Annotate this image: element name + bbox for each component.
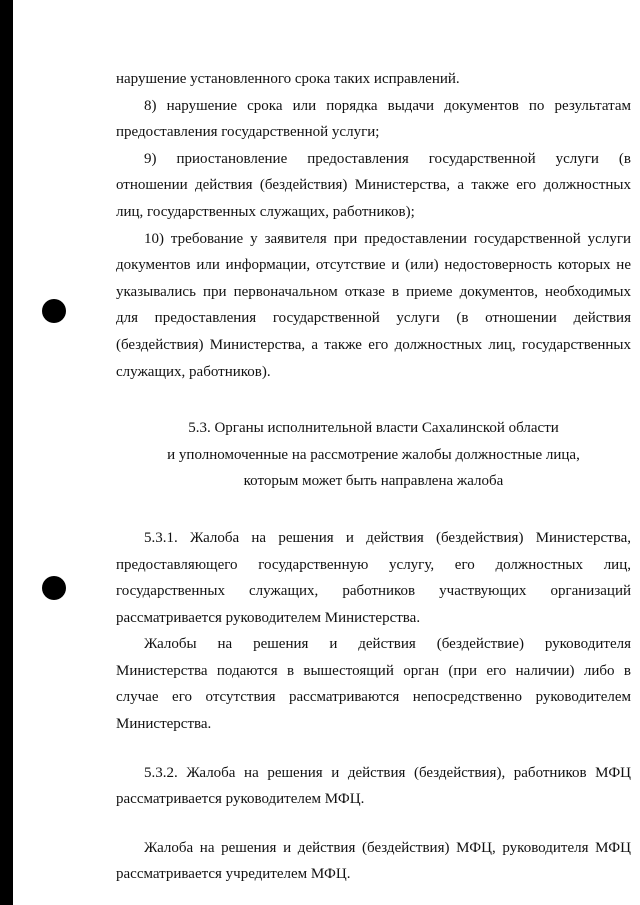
item7-tail [116, 66, 631, 93]
text-line: 5.3.2. Жалоба на решения и действия (бездействия), работников МФЦ [144, 764, 631, 781]
text-line: предоставления государственной услуги; [116, 124, 380, 141]
text-line: Жалобы на решения и действия (бездействие) руководителя [144, 636, 631, 653]
spacer [116, 813, 631, 835]
heading-line: 5.3. Органы исполнительной власти Сахалинской области [188, 420, 559, 437]
text-line: государственных служащих, работников участвующих организаций [116, 583, 631, 600]
item-9 [116, 146, 631, 226]
text-line: Министерства подаются в вышестоящий орган (при его наличии) либо в [116, 662, 631, 679]
text-line: случае его отсутствия рассматриваются непосредственно руководителем [116, 689, 631, 706]
document-page [116, 66, 631, 888]
scan-left-edge [0, 0, 13, 905]
text-line: рассматривается руководителем Министерства. [116, 609, 421, 626]
text-line: лиц, государственных служащих, работников); [116, 203, 415, 220]
text-line: 10) требование у заявителя при предоставлении государственной услуги [144, 230, 631, 247]
text-line: 5.3.1. Жалоба на решения и действия (бездействия) Министерства, [144, 529, 631, 546]
spacer [116, 385, 631, 415]
text-line: указывались при первоначальном отказе в приеме документов, необходимых [116, 283, 631, 300]
text-line: рассматривается учредителем МФЦ. [116, 866, 351, 883]
text-line: 9) приостановление предоставления государственной услуги (в [144, 150, 631, 167]
text-line: для предоставления государственной услуги (в отношении действия [116, 310, 631, 327]
punch-hole-top [42, 299, 66, 323]
item-8 [116, 93, 631, 146]
heading-line: которым может быть направлена жалоба [243, 473, 504, 490]
text-line: Министерства. [116, 716, 212, 733]
text-line: нарушение установленного срока таких исправлений. [116, 71, 460, 87]
heading-line: и уполномоченные на рассмотрение жалобы должностные лица, [167, 446, 580, 463]
paragraph-5-3-1 [116, 525, 631, 631]
paragraph-mfc-complaints [116, 835, 631, 888]
text-line: Жалоба на решения и действия (бездействия) МФЦ, руководителя МФЦ [144, 839, 631, 856]
text-line: (бездействия) Министерства, а также его должностных лиц, государственных [116, 336, 631, 353]
spacer [116, 495, 631, 525]
text-line: отношении действия (бездействия) Министерства, а также его должностных [116, 177, 631, 194]
section-heading-5-3 [116, 415, 631, 495]
punch-hole-bottom [42, 576, 66, 600]
text-line: документов или информации, отсутствие и (или) недостоверность которых не [116, 257, 631, 274]
item-10 [116, 226, 631, 386]
paragraph-minister-complaints [116, 631, 631, 737]
paragraph-5-3-2 [116, 760, 631, 813]
text-line: 8) нарушение срока или порядка выдачи документов по результатам [144, 97, 631, 114]
text-line: предоставляющего государственную услугу, его должностных лиц, [116, 556, 631, 573]
text-line: служащих, работников). [116, 363, 271, 380]
text-line: рассматривается руководителем МФЦ. [116, 791, 365, 808]
spacer [116, 738, 631, 760]
